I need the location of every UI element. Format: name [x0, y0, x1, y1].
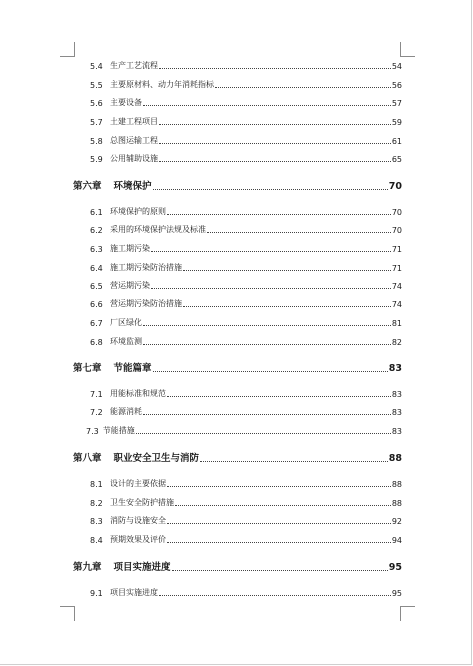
toc-entry-5-8[interactable] [90, 135, 402, 146]
toc-entry-number: 5.7 [90, 118, 103, 127]
toc-chapter-7[interactable] [73, 360, 402, 374]
toc-chapter-number: 第八章 [73, 453, 102, 464]
toc-page-number: 74 [391, 300, 402, 309]
toc-leader-dots [167, 541, 391, 543]
toc-chapter-title: 环境保护 [113, 181, 152, 192]
toc-chapter-title: 节能篇章 [113, 363, 152, 374]
toc-entry-8-3[interactable] [90, 515, 402, 526]
toc-entry-title: 项目实施进度 [110, 588, 158, 597]
toc-entry-title: 土建工程项目 [110, 117, 158, 126]
toc-page-number: 88 [391, 499, 402, 508]
toc-entry-title: 节能措施 [102, 426, 135, 435]
toc-leader-dots [143, 104, 391, 106]
toc-page-number: 70 [391, 208, 402, 217]
toc-leader-dots [159, 142, 391, 144]
toc-leader-dots [159, 67, 391, 69]
toc-chapter-8[interactable] [73, 450, 402, 464]
toc-entry-title: 施工期污染防治措施 [110, 263, 182, 272]
toc-entry-number: 7.2 [90, 408, 103, 417]
toc-page-number: 83 [391, 390, 402, 399]
toc-entry-number: 5.4 [90, 62, 103, 71]
toc-entry-8-2[interactable] [90, 497, 402, 508]
toc-entry-8-1[interactable] [90, 478, 402, 489]
toc-page-number: 56 [391, 81, 402, 90]
toc-entry-title: 设计的主要依据 [110, 479, 166, 488]
toc-page-number: 70 [391, 226, 402, 235]
toc-entry-title: 卫生安全防护措施 [110, 498, 174, 507]
toc-entry-number: 6.3 [90, 245, 103, 254]
toc-leader-dots [151, 287, 391, 289]
toc-entry-number: 6.6 [90, 300, 103, 309]
toc-leader-dots [151, 250, 391, 252]
toc-entry-number: 5.9 [90, 155, 103, 164]
toc-page-number: 82 [391, 338, 402, 347]
toc-entry-5-9[interactable] [90, 153, 402, 164]
toc-entry-6-7[interactable] [90, 317, 402, 328]
toc-page-number: 59 [391, 118, 402, 127]
toc-entry-title: 主要设备 [110, 98, 142, 107]
toc-entry-5-7[interactable] [90, 116, 402, 127]
crop-mark-top-right [400, 42, 415, 57]
toc-entry-number: 5.8 [90, 137, 103, 146]
toc-chapter-number: 第七章 [73, 363, 102, 374]
toc-chapter-number: 第九章 [73, 562, 102, 573]
toc-page-number: 94 [391, 536, 402, 545]
toc-leader-dots [172, 569, 388, 571]
toc-entry-number: 6.8 [90, 338, 103, 347]
toc-leader-dots [215, 86, 391, 88]
toc-chapter-9[interactable] [73, 559, 402, 573]
toc-leader-dots [143, 413, 391, 415]
toc-entry-title: 厂区绿化 [110, 318, 142, 327]
toc-entry-5-5[interactable] [90, 79, 402, 90]
toc-entry-title: 主要原材料、动力年消耗指标 [110, 80, 214, 89]
toc-entry-title: 生产工艺流程 [110, 61, 158, 70]
toc-entry-7-3[interactable] [86, 425, 402, 436]
toc-entry-number: 8.4 [90, 536, 103, 545]
toc-entry-5-4[interactable] [90, 60, 402, 71]
toc-entry-title: 施工期污染 [110, 244, 150, 253]
toc-page-number: 83 [388, 363, 402, 374]
toc-leader-dots [200, 460, 388, 462]
toc-page-number: 83 [391, 408, 402, 417]
toc-page-number: 83 [391, 427, 402, 436]
toc-page-number: 81 [391, 319, 402, 328]
toc-leader-dots [159, 123, 391, 125]
toc-page-number: 61 [391, 137, 402, 146]
toc-entry-6-1[interactable] [90, 206, 402, 217]
toc-page-number: 71 [391, 264, 402, 273]
crop-mark-bottom-right [400, 606, 415, 621]
toc-leader-dots [207, 231, 391, 233]
toc-entry-number: 5.6 [90, 99, 103, 108]
toc-entry-number: 6.5 [90, 282, 103, 291]
toc-page-number: 92 [391, 517, 402, 526]
toc-entry-number: 5.5 [90, 81, 103, 90]
toc-entry-number: 7.3 [86, 427, 99, 436]
toc-entry-title: 营运期污染 [110, 281, 150, 290]
toc-entry-8-4[interactable] [90, 534, 402, 545]
toc-entry-title: 公用辅助设施 [110, 154, 158, 163]
toc-leader-dots [159, 594, 391, 596]
toc-entry-7-2[interactable] [90, 406, 402, 417]
toc-entry-number: 9.1 [90, 589, 103, 598]
toc-leader-dots [167, 213, 391, 215]
toc-entry-6-4[interactable] [90, 262, 402, 273]
toc-leader-dots [183, 305, 391, 307]
toc-entry-title: 环境保护的原则 [110, 207, 166, 216]
toc-chapter-title: 项目实施进度 [113, 562, 171, 573]
toc-entry-6-2[interactable] [90, 224, 402, 235]
toc-page-number: 70 [388, 181, 402, 192]
toc-entry-5-6[interactable] [90, 97, 402, 108]
toc-entry-6-5[interactable] [90, 280, 402, 291]
toc-entry-title: 能源消耗 [110, 407, 142, 416]
toc-entry-6-6[interactable] [90, 298, 402, 309]
toc-entry-9-1[interactable] [90, 587, 402, 598]
toc-entry-title: 总图运输工程 [110, 136, 158, 145]
toc-leader-dots [175, 504, 391, 506]
toc-chapter-title: 职业安全卫生与消防 [113, 453, 200, 464]
toc-page-number: 71 [391, 245, 402, 254]
toc-entry-title: 消防与设施安全 [110, 516, 166, 525]
toc-leader-dots [159, 160, 391, 162]
toc-page-number: 95 [391, 589, 402, 598]
toc-page-number: 54 [391, 62, 402, 71]
toc-leader-dots [153, 188, 388, 190]
toc-entry-number: 8.1 [90, 480, 103, 489]
toc-chapter-6[interactable] [73, 178, 402, 192]
toc-leader-dots [183, 269, 391, 271]
toc-entry-title: 预期效果及评价 [110, 535, 166, 544]
toc-entry-7-1[interactable] [90, 388, 402, 399]
toc-entry-title: 环境监测 [110, 337, 142, 346]
toc-entry-number: 6.7 [90, 319, 103, 328]
toc-leader-dots [136, 432, 391, 434]
toc-chapter-number: 第六章 [73, 181, 102, 192]
crop-mark-bottom-left [60, 606, 75, 621]
toc-entry-number: 6.1 [90, 208, 103, 217]
toc-leader-dots [167, 522, 391, 524]
toc-page-number: 74 [391, 282, 402, 291]
toc-entry-6-3[interactable] [90, 243, 402, 254]
toc-leader-dots [167, 395, 391, 397]
toc-page-number: 57 [391, 99, 402, 108]
toc-leader-dots [153, 370, 388, 372]
toc-entry-number: 8.3 [90, 517, 103, 526]
toc-page-number: 88 [391, 480, 402, 489]
toc-entry-number: 7.1 [90, 390, 103, 399]
toc-leader-dots [143, 343, 391, 345]
toc-entry-title: 采用的环境保护法规及标准 [110, 225, 206, 234]
toc-entry-number: 6.2 [90, 226, 103, 235]
toc-entry-6-8[interactable] [90, 336, 402, 347]
toc-entry-title: 营运期污染防治措施 [110, 299, 182, 308]
toc-page-number: 95 [388, 562, 402, 573]
toc-page-number: 88 [388, 453, 402, 464]
toc-leader-dots [143, 324, 391, 326]
toc-page-number: 65 [391, 155, 402, 164]
toc-entry-number: 6.4 [90, 264, 103, 273]
toc-entry-title: 用能标准和规范 [110, 389, 166, 398]
toc-leader-dots [167, 485, 391, 487]
toc-entry-number: 8.2 [90, 499, 103, 508]
crop-mark-top-left [60, 42, 75, 57]
